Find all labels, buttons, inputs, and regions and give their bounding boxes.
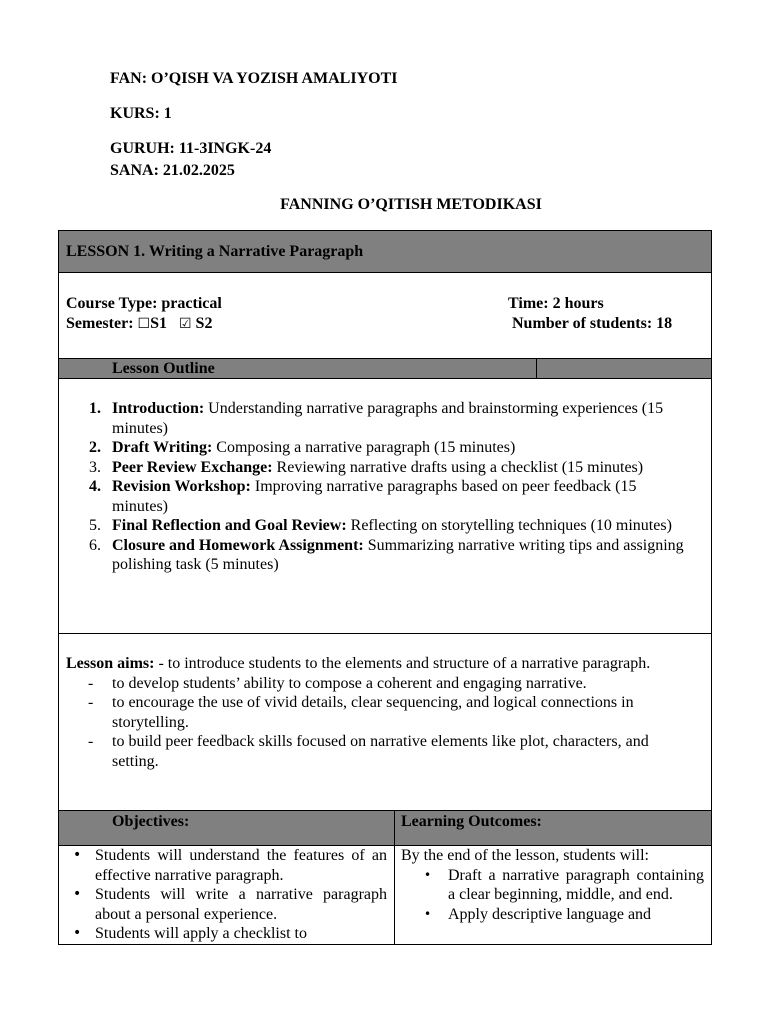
group-line: GURUH: 11-3INGK-24 [110, 140, 272, 157]
subject-line: FAN: O’QISH VA YOZISH AMALIYOTI [110, 70, 398, 87]
semester-s1: S1 [150, 315, 167, 332]
outcome-item [401, 905, 704, 925]
lesson-title: LESSON 1. Writing a Narrative Paragraph [59, 231, 711, 273]
bullet-icon: • [424, 867, 432, 882]
objective-item [59, 885, 387, 924]
aims-first-text: - to introduce students to the elements and structure of a narrative paragraph. [154, 655, 651, 672]
outline-item-number: 4. [89, 478, 101, 495]
bullet-icon: • [73, 925, 82, 941]
dash-bullet-icon: - [88, 674, 94, 692]
outline-item [59, 477, 711, 516]
aims-item-text: to build peer feedback skills focused on narrative elements like plot, characters, and setting. [112, 733, 649, 770]
objectives-heading: Objectives: [59, 811, 395, 845]
outline-item-text: Improving narrative paragraphs based on peer feedback (15 minutes) [112, 478, 637, 515]
outline-item-title: Final Reflection and Goal Review: [112, 517, 347, 534]
outline-item-title: Closure and Homework Assignment: [112, 536, 364, 554]
outline-item-title: Introduction: [112, 400, 205, 417]
outline-item-text: Reviewing narrative drafts using a checklist (15 minutes) [272, 458, 644, 476]
outline-item [59, 458, 711, 478]
aims-list [66, 674, 695, 772]
outline-list [59, 399, 711, 575]
outline-item-text: Reflecting on storytelling techniques (10 minutes) [346, 517, 672, 534]
course-line: KURS: 1 [110, 105, 172, 122]
outline-item-number: 1. [89, 400, 101, 417]
checkbox-unchecked-icon: ☐ [137, 316, 151, 332]
outline-heading: Lesson Outline [59, 359, 537, 378]
outline-item-title: Revision Workshop: [112, 478, 251, 495]
bullet-icon: • [424, 906, 432, 921]
objectives-header [59, 811, 711, 846]
aims-label: Lesson aims: [66, 655, 155, 672]
outline-item-text: Summarizing narrative writing tips and assigning polishing task (5 minutes) [112, 536, 684, 573]
outline-item-number: 5. [89, 517, 101, 534]
objective-text: Students will understand the features of an effective narrative paragraph. [95, 847, 387, 884]
objective-text: Students will write a narrative paragraph about a personal experience. [95, 886, 387, 923]
outline-item-title: Draft Writing: [112, 439, 213, 456]
outline-item-text: Composing a narrative paragraph (15 minutes) [212, 439, 516, 456]
date-line: SANA: 21.02.2025 [110, 162, 235, 179]
dash-bullet-icon: - [88, 694, 94, 711]
objective-item [59, 924, 387, 944]
aims-first-line [66, 654, 695, 674]
outline-item-number: 6. [89, 536, 101, 554]
outline-item-title: Peer Review Exchange: [112, 458, 273, 476]
outcomes-cell [395, 846, 711, 944]
outcomes-intro: By the end of the lesson, students will: [401, 847, 649, 864]
outcome-text: Apply descriptive language and [448, 905, 652, 923]
semester-s2: S2 [195, 315, 213, 332]
outline-item-text: Understanding narrative paragraphs and brainstorming experiences (15 minutes) [112, 400, 664, 437]
students-count: Number of students: 18 [512, 315, 673, 332]
objectives-list [59, 846, 395, 944]
aims-item [66, 674, 695, 694]
course-type: Course Type: practical [66, 295, 222, 312]
objectives-body [59, 846, 711, 944]
outline-header [59, 359, 711, 379]
outline-item [59, 438, 711, 458]
outline-item [59, 536, 711, 575]
outline-item [59, 399, 711, 438]
outcome-text: Draft a narrative paragraph containing a clear beginning, middle, and end. [448, 866, 704, 903]
outcome-item [401, 866, 704, 905]
lesson-aims [59, 634, 711, 811]
outcomes-list [401, 866, 704, 925]
lesson-plan-table [58, 230, 712, 945]
aims-item-text: to encourage the use of vivid details, clear sequencing, and logical connections in storytelling. [112, 694, 634, 731]
outline-item-number: 3. [89, 458, 101, 476]
bullet-icon: • [73, 886, 82, 902]
outline-item [59, 516, 711, 536]
aims-item [66, 732, 695, 771]
outline-body [59, 379, 711, 634]
aims-item [66, 693, 695, 732]
aims-item-text: to develop students’ ability to compose a coherent and engaging narrative. [112, 674, 587, 692]
checkbox-checked-icon: ☑ [178, 316, 192, 332]
dash-bullet-icon: - [88, 733, 94, 750]
outcomes-heading: Learning Outcomes: [401, 813, 542, 830]
outline-item-number: 2. [89, 439, 101, 456]
time: Time: 2 hours [508, 295, 604, 312]
semester-line [66, 315, 212, 333]
outline-header-empty-cell [537, 359, 711, 378]
semester-label: Semester: [66, 315, 134, 332]
bullet-icon: • [73, 847, 82, 863]
course-info-row [59, 273, 711, 359]
objective-item [59, 846, 387, 885]
document-subtitle: FANNING O’QITISH METODIKASI [280, 196, 542, 213]
objective-text: Students will apply a checklist to [95, 925, 307, 942]
